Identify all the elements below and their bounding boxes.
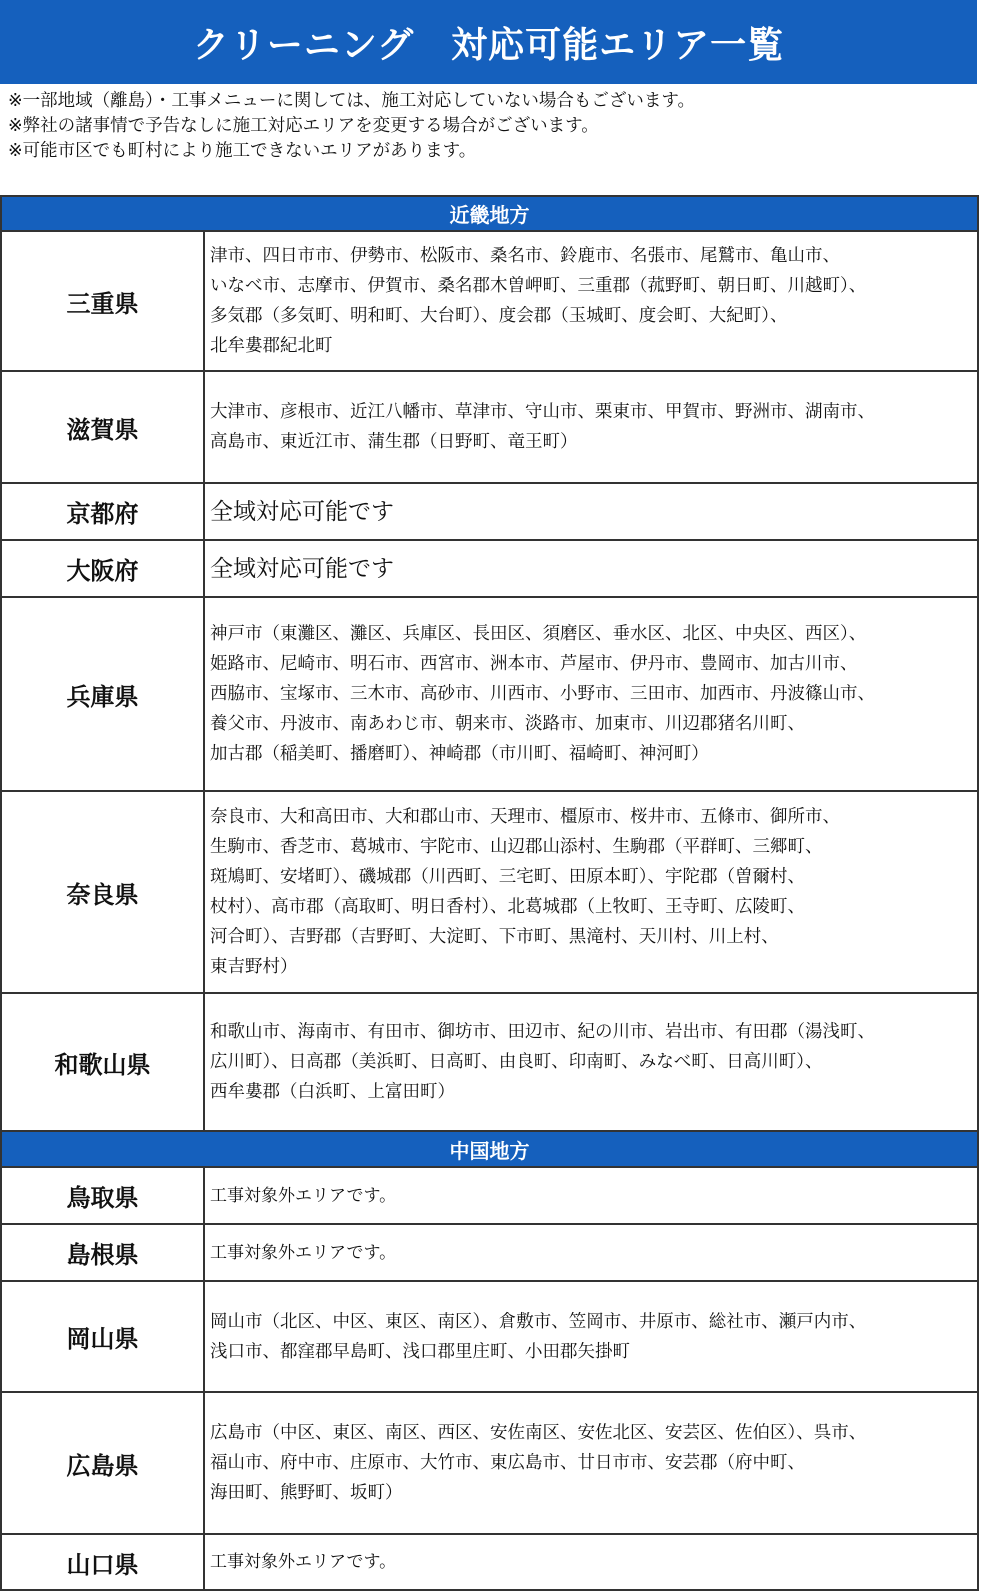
prefecture-cities: 工事対象外エリアです。 (204, 1167, 978, 1224)
table-row (1, 1224, 978, 1281)
cities-line: 海田町、熊野町、坂町） (210, 1483, 403, 1503)
prefecture-name: 滋賀県 (1, 371, 204, 483)
prefecture-cities (204, 791, 978, 993)
cities-line: 西脇市、宝塚市、三木市、高砂市、川西市、小野市、三田市、加西市、丹波篠山市、 (210, 684, 875, 704)
note: ※一部地域（離島）・工事メニューに関しては、施工対応していない場合もございます。 (8, 91, 696, 111)
prefecture-cities (204, 231, 978, 371)
table-row (1, 371, 978, 483)
region-header-chugoku: 中国地方 (1, 1131, 978, 1167)
table-row (1, 483, 978, 540)
table-row (1, 791, 978, 993)
cities-line: 西牟婁郡（白浜町、上富田町） (210, 1082, 455, 1102)
prefecture-name: 鳥取県 (1, 1167, 204, 1224)
table-row (1, 1167, 978, 1224)
table-row (1, 231, 978, 371)
prefecture-cities (204, 1281, 978, 1392)
prefecture-name: 兵庫県 (1, 597, 204, 791)
cities-line: 姫路市、尼崎市、明石市、西宮市、洲本市、芦屋市、伊丹市、豊岡市、加古川市、 (210, 654, 858, 674)
prefecture-cities: 全域対応可能です (204, 483, 978, 540)
region-row-kinki (1, 196, 978, 231)
cities-line: 神戸市（東灘区、灘区、兵庫区、長田区、須磨区、垂水区、北区、中央区、西区）、 (210, 624, 867, 644)
prefecture-name: 広島県 (1, 1392, 204, 1534)
cities-line: 東吉野村） (210, 957, 298, 977)
table-row (1, 993, 978, 1131)
table-row (1, 1281, 978, 1392)
cities-line: いなべ市、志摩市、伊賀市、桑名郡木曽岬町、三重郡（菰野町、朝日町、川越町）、 (210, 276, 867, 296)
prefecture-name: 京都府 (1, 483, 204, 540)
page-title-banner (0, 0, 977, 84)
prefecture-cities: 全域対応可能です (204, 540, 978, 597)
cities-line: 和歌山市、海南市、有田市、御坊市、田辺市、紀の川市、岩出市、有田郡（湯浅町、 (210, 1022, 875, 1042)
prefecture-cities (204, 371, 978, 483)
note: ※可能市区でも町村により施工できないエリアがあります。 (8, 141, 477, 161)
cities-line: 養父市、丹波市、南あわじ市、朝来市、淡路市、加東市、川辺郡猪名川町、 (210, 714, 805, 734)
table-row (1, 540, 978, 597)
cities-line: 河合町）、吉野郡（吉野町、大淀町、下市町、黒滝村、天川村、川上村、 (210, 927, 779, 947)
notes (8, 89, 988, 164)
prefecture-name: 岡山県 (1, 1281, 204, 1392)
region-header-kinki: 近畿地方 (1, 196, 978, 231)
cities-line: 福山市、府中市、庄原市、大竹市、東広島市、廿日市市、安芸郡（府中町、 (210, 1453, 805, 1473)
prefecture-cities: 工事対象外エリアです。 (204, 1224, 978, 1281)
cities-line: 広川町）、日高郡（美浜町、日高町、由良町、印南町、みなべ町、日高川町）、 (210, 1052, 823, 1072)
table-row (1, 1392, 978, 1534)
prefecture-name: 大阪府 (1, 540, 204, 597)
table-row (1, 597, 978, 791)
cities-line: 津市、四日市市、伊勢市、松阪市、桑名市、鈴鹿市、名張市、尾鷲市、亀山市、 (210, 246, 840, 266)
cities-line: 北牟婁郡紀北町 (210, 336, 333, 356)
cities-line: 浅口市、都窪郡早島町、浅口郡里庄町、小田郡矢掛町 (210, 1341, 630, 1362)
cities-line: 岡山市（北区、中区、東区、南区）、倉敷市、笠岡市、井原市、総社市、瀬戸内市、 (210, 1311, 867, 1332)
note: ※弊社の諸事情で予告なしに施工対応エリアを変更する場合がございます。 (8, 116, 599, 136)
page-title: クリーニング 対応可能エリア一覧 (192, 24, 785, 66)
cities-line: 多気郡（多気町、明和町、大台町）、度会郡（玉城町、度会町、大紀町）、 (210, 306, 788, 326)
prefecture-name: 島根県 (1, 1224, 204, 1281)
region-row-chugoku (1, 1131, 978, 1167)
prefecture-cities (204, 1392, 978, 1534)
area-table (0, 195, 979, 1591)
prefecture-name: 山口県 (1, 1534, 204, 1590)
cities-line: 加古郡（稲美町、播磨町）、神崎郡（市川町、福崎町、神河町） (210, 744, 709, 764)
prefecture-cities: 工事対象外エリアです。 (204, 1534, 978, 1590)
cities-line: 斑鳩町、安堵町）、磯城郡（川西町、三宅町、田原本町）、宇陀郡（曽爾村、 (210, 867, 805, 887)
cities-line: 生駒市、香芝市、葛城市、宇陀市、山辺郡山添村、生駒郡（平群町、三郷町、 (210, 837, 823, 857)
cities-line: 広島市（中区、東区、南区、西区、安佐南区、安佐北区、安芸区、佐伯区）、呉市、 (210, 1423, 867, 1443)
prefecture-name: 三重県 (1, 231, 204, 371)
prefecture-cities (204, 993, 978, 1131)
prefecture-cities (204, 597, 978, 791)
table-row (1, 1534, 978, 1590)
cities-line: 奈良市、大和高田市、大和郡山市、天理市、橿原市、桜井市、五條市、御所市、 (210, 807, 840, 827)
cities-line: 大津市、彦根市、近江八幡市、草津市、守山市、栗東市、甲賀市、野洲市、湖南市、 (210, 402, 875, 422)
prefecture-name: 奈良県 (1, 791, 204, 993)
cities-line: 高島市、東近江市、蒲生郡（日野町、竜王町） (210, 432, 578, 452)
prefecture-name: 和歌山県 (1, 993, 204, 1131)
cities-line: 杖村）、高市郡（高取町、明日香村）、北葛城郡（上牧町、王寺町、広陵町、 (210, 897, 805, 917)
